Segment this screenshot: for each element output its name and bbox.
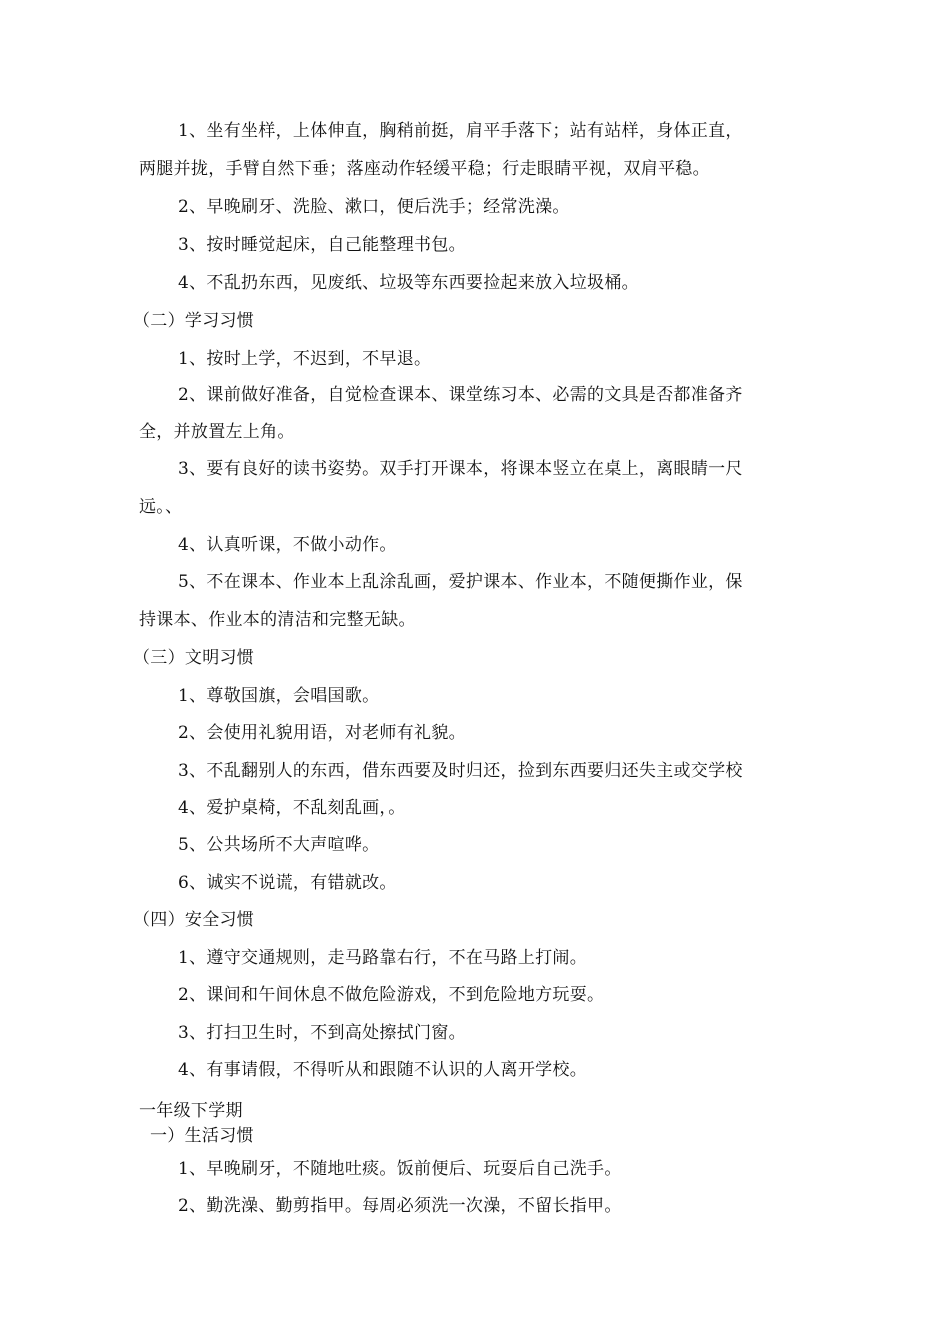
paragraph-line: 2、早晚刷牙、洗脸、漱口，便后洗手；经常洗澡。 [178, 197, 570, 217]
paragraph-line: 4、爱护桌椅，不乱刻乱画，。 [178, 798, 406, 818]
paragraph-line: 5、公共场所不大声喧哗。 [178, 835, 380, 855]
paragraph-line: 1、按时上学，不迟到，不早退。 [178, 349, 432, 369]
paragraph-line: 2、课间和午间休息不做危险游戏，不到危险地方玩耍。 [178, 985, 605, 1005]
section-heading: 一）生活习惯 [150, 1126, 254, 1146]
paragraph-line: 4、不乱扔东西，见废纸、垃圾等东西要捡起来放入垃圾桶。 [178, 273, 639, 293]
paragraph-line: 远。、 [139, 497, 183, 517]
paragraph-line: 两腿并拢，手臂自然下垂；落座动作轻缓平稳；行走眼睛平视，双肩平稳。 [139, 159, 710, 179]
paragraph-line: 1、尊敬国旗，会唱国歌。 [178, 686, 380, 706]
section-heading: （四）安全习惯 [133, 910, 255, 930]
paragraph-line: 2、会使用礼貌用语，对老师有礼貌。 [178, 723, 466, 743]
paragraph-line: 2、勤洗澡、勤剪指甲。每周必须洗一次澡，不留长指甲。 [178, 1196, 622, 1216]
paragraph-line: 2、课前做好准备，自觉检查课本、课堂练习本、必需的文具是否都准备齐 [178, 385, 743, 405]
paragraph-line: 3、打扫卫生时，不到高处擦拭门窗。 [178, 1023, 466, 1043]
paragraph-line: 6、诚实不说谎，有错就改。 [178, 873, 397, 893]
paragraph-line: 1、坐有坐样，上体伸直，胸稍前挺，肩平手落下；站有站样，身体正直， [178, 121, 743, 141]
section-heading: （二）学习习惯 [133, 311, 255, 331]
semester-title: 一年级下学期 [139, 1101, 243, 1121]
paragraph-line: 3、要有良好的读书姿势。双手打开课本，将课本竖立在桌上，离眼睛一尺 [178, 459, 743, 479]
paragraph-line: 1、早晚刷牙，不随地吐痰。饭前便后、玩耍后自己洗手。 [178, 1159, 622, 1179]
paragraph-line: 4、认真听课，不做小动作。 [178, 535, 397, 555]
paragraph-line: 5、不在课本、作业本上乱涂乱画，爱护课本、作业本，不随便撕作业，保 [178, 572, 743, 592]
paragraph-line: 持课本、作业本的清洁和完整无缺。 [139, 610, 416, 630]
paragraph-line: 3、不乱翻别人的东西，借东西要及时归还，捡到东西要归还失主或交学校 [178, 761, 743, 781]
paragraph-line: 全，并放置左上角。 [139, 422, 295, 442]
paragraph-line: 1、遵守交通规则，走马路靠右行，不在马路上打闹。 [178, 948, 588, 968]
paragraph-line: 3、按时睡觉起床，自己能整理书包。 [178, 235, 466, 255]
section-heading: （三）文明习惯 [133, 648, 255, 668]
paragraph-line: 4、有事请假，不得听从和跟随不认识的人离开学校。 [178, 1060, 588, 1080]
